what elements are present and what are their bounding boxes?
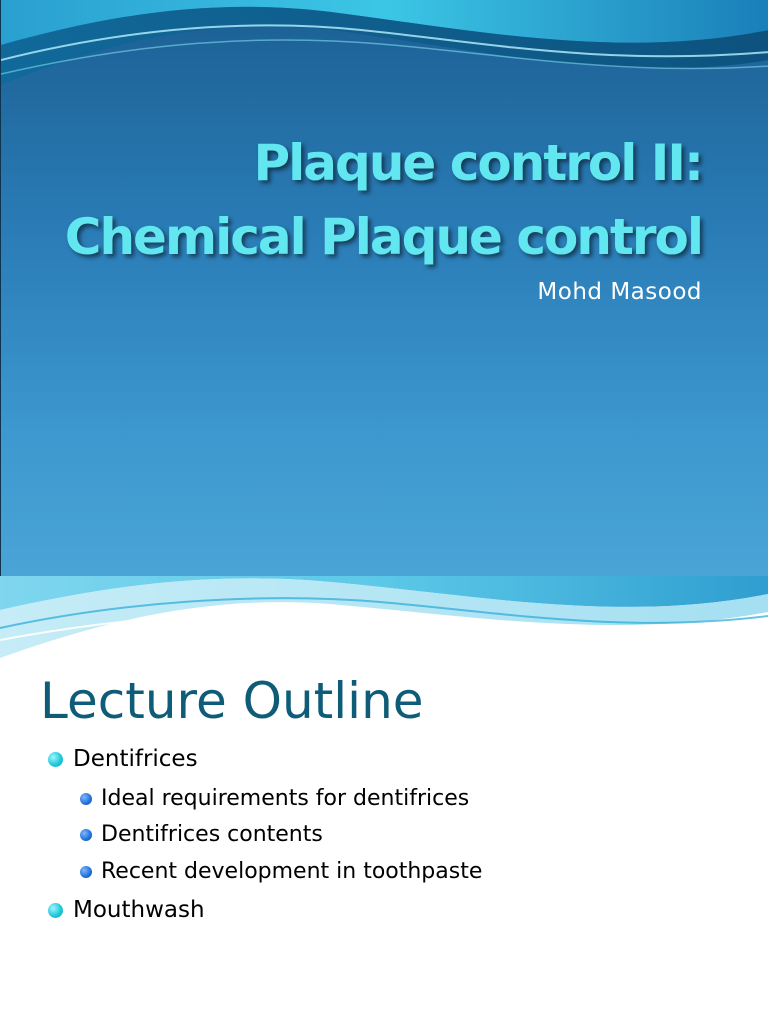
outline-title: Lecture Outline: [40, 672, 424, 730]
outline-item-label: Dentifrices: [73, 746, 198, 772]
bullet-dot-icon: [48, 903, 63, 918]
outline-item-mouthwash: [48, 897, 205, 923]
outline-subitem: [80, 786, 469, 811]
slide-title-line-1: Plaque control II:: [253, 134, 702, 192]
author-subtitle: Mohd Masood: [537, 279, 702, 305]
outline-item-label: Mouthwash: [73, 897, 205, 923]
outline-slide: [0, 576, 768, 1024]
bullet-dot-icon: [48, 752, 63, 767]
outline-subitem: [80, 822, 323, 847]
sub-bullet-dot-icon: [80, 793, 92, 805]
outline-subitem-label: Recent development in toothpaste: [101, 859, 483, 884]
outline-list: [0, 576, 768, 1024]
slide-title-line-2: Chemical Plaque control: [64, 208, 702, 266]
sub-bullet-dot-icon: [80, 829, 92, 841]
outline-item-dentifrices: [48, 746, 198, 772]
outline-subitem-label: Dentifrices contents: [101, 822, 323, 847]
header-wave-decoration: [1, 0, 768, 110]
outline-subitem-label: Ideal requirements for dentifrices: [101, 786, 470, 811]
sub-bullet-dot-icon: [80, 866, 92, 878]
outline-subitem: [80, 859, 482, 884]
